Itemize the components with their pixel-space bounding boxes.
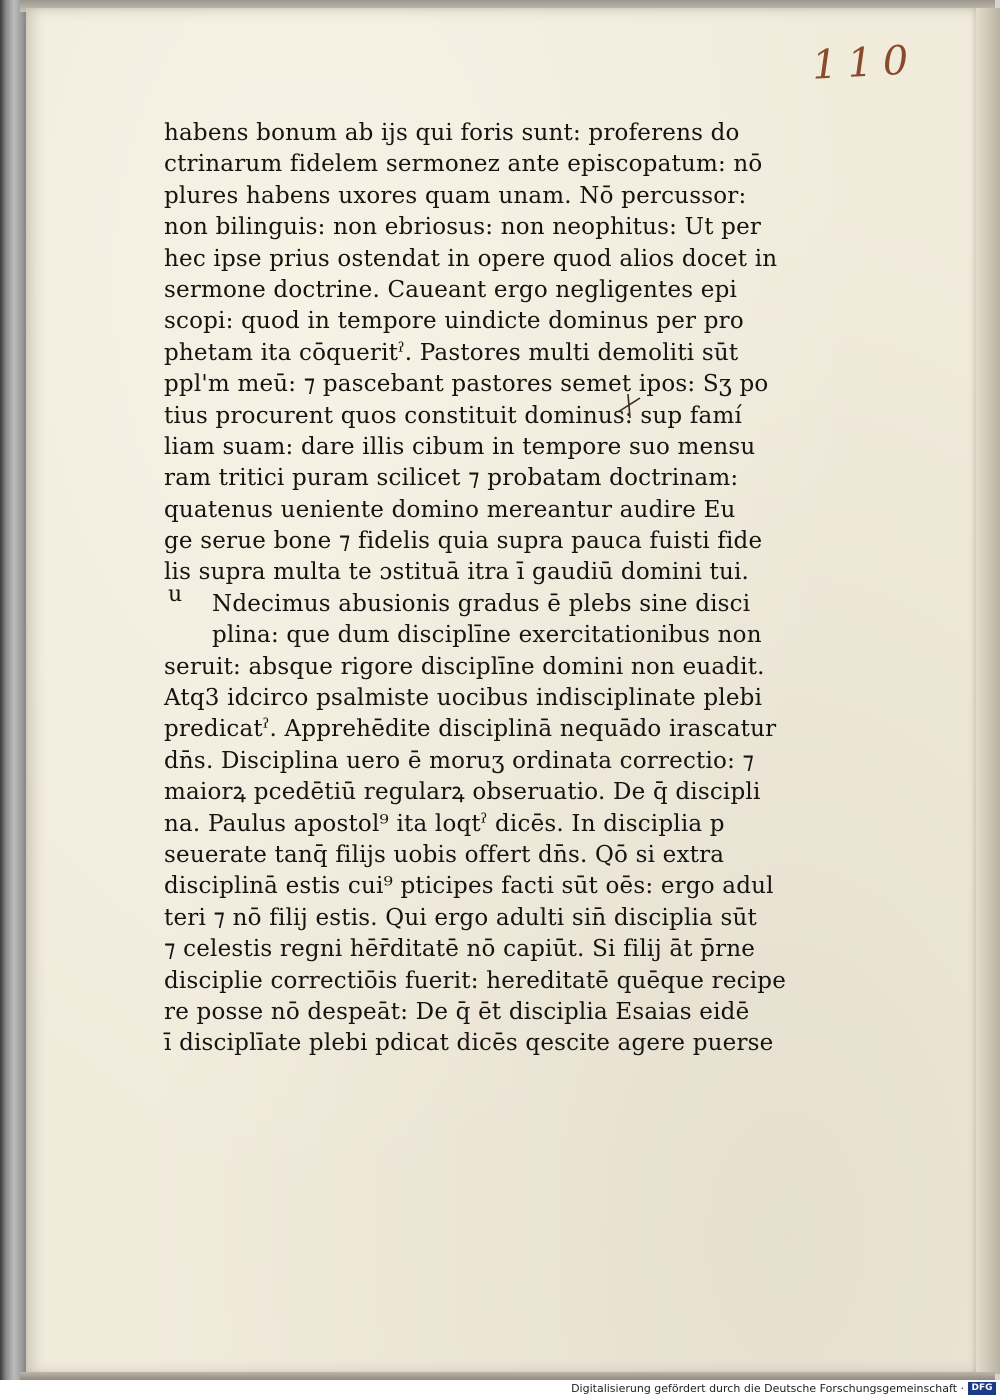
incunabula-text-block — [164, 118, 787, 1060]
handwritten-correction-mark — [614, 390, 644, 420]
digitization-credit: Digitalisierung gefördert durch die Deutsche Forschungsgemeinschaft · — [571, 1382, 964, 1395]
marginal-letter: u — [168, 582, 183, 607]
text-line: seuerate tanq̄ filijs uobis offert dn̄s. Qō si extra — [164, 841, 725, 868]
text-line: ī disciplīate plebi pdicat dicēs qescite agere puerse — [164, 1030, 774, 1057]
text-line: habens bonum ab ijs qui foris sunt: proferens do — [164, 120, 740, 146]
text-line: Atq3 idcirco psalmiste uocibus indisciplinate plebi — [164, 685, 763, 712]
page-right-edge — [976, 8, 1000, 1374]
text-line: liam suam: dare illis cibum in tempore suo mensu — [164, 433, 756, 460]
text-line: Ndecimus abusionis gradus ē plebs sine disci — [212, 590, 751, 617]
text-line: ppl'm meū: ⁊ pascebant pastores semet ipos: Sʒ po — [164, 371, 769, 398]
text-line: na. Paulus apostol⁹ ita loqtˀ dicēs. In disciplia p — [164, 810, 725, 837]
page-stack-bottom-edge — [20, 1372, 995, 1380]
folio-number: 110 — [810, 37, 920, 89]
text-line: re posse nō despeāt: De q̄ ēt disciplia Esaias eidē — [164, 998, 750, 1025]
text-line: phetam ita cōqueritˀ. Pastores multi demoliti sūt — [164, 339, 739, 366]
text-line: plina: que dum disciplīne exercitationibus non — [212, 622, 762, 649]
text-line: tius procurent quos constituit dominus: sup famí — [164, 402, 743, 429]
text-line: seruit: absque rigore disciplīne domini non euadit. — [164, 653, 765, 680]
text-line: hec ipse prius ostendat in opere quod alios docet in — [164, 245, 778, 272]
text-line: scopi: quod in tempore uindicte dominus per pro — [164, 308, 744, 335]
text-line: dn̄s. Disciplina uero ē moruʒ ordinata correctio: ⁊ — [164, 747, 755, 774]
text-line: lis supra multa te ɔstituā itra ī gaudiū domini tui. — [164, 559, 750, 586]
text-line: plures habens uxores quam unam. Nō percussor: — [164, 182, 747, 209]
text-line: ctrinarum fidelem sermonez ante episcopatum: nō — [164, 151, 763, 178]
text-line: predicatˀ. Apprehēdite disciplinā nequādo irascatur — [164, 716, 777, 743]
text-line: sermone doctrine. Caueant ergo negligentes epi — [164, 276, 738, 303]
text-line: non bilinguis: non ebriosus: non neophitus: Ut per — [164, 214, 762, 241]
text-line: maiorꝝ pcedētiū regularꝝ obseruatio. De q̄ discipli — [164, 779, 761, 806]
text-line: ge serue bone ⁊ fidelis quia supra pauca fuisti fide — [164, 528, 763, 555]
text-line: ⁊ celestis regni hēr̄ditatē nō capiūt. Si filij āt p̄rne — [164, 936, 756, 963]
text-line: teri ⁊ nō filij estis. Qui ergo adulti sin̄ disciplia sūt — [164, 904, 757, 931]
text-line: disciplinā estis cui⁹ pticipes facti sūt oēs: ergo adul — [164, 873, 774, 900]
text-line: disciplie correctiōis fuerit: hereditatē quēque recipe — [164, 967, 787, 994]
text-line: quatenus ueniente domino mereantur audire Eu — [164, 496, 736, 523]
text-line: ram tritici puram scilicet ⁊ probatam doctrinam: — [164, 465, 739, 492]
dfg-logo: DFG — [968, 1382, 996, 1395]
